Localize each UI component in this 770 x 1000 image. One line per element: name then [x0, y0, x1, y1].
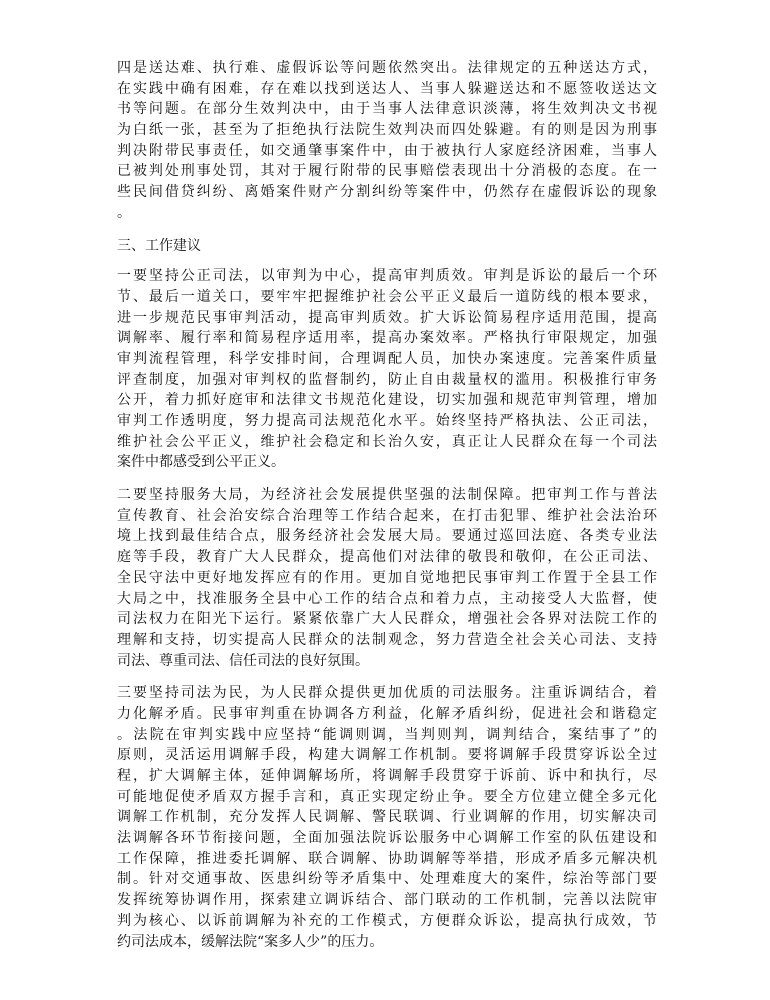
text-line: 发挥统筹协调作用，探索建立调诉结合、部门联动的工作机制，完善以法院审: [117, 892, 657, 909]
text-line: 宣传教育、社会治安综合治理等工作结合起来，在打击犯罪、维护社会法治环: [117, 507, 657, 524]
text-line: 已被判处刑事处罚，其对于履行附带的民事赔偿表现出十分消极的态度。在一: [117, 163, 657, 180]
text-line: 判决附带民事责任，如交通肇事案件中，由于被执行人家庭经济困难，当事人: [117, 142, 657, 159]
paragraph-1: [117, 266, 657, 473]
text-line: 原则，灵活运用调解手段，构建大调解工作机制。要将调解手段贯穿诉讼全过: [117, 747, 657, 764]
text-line: 书等问题。在部分生效判决中，由于当事人法律意识淡薄，将生效判决文书视: [117, 101, 657, 118]
text-line: 为白纸一张，甚至为了拒绝执行法院生效判决而四处躲避。有的则是因为刑事: [117, 122, 657, 139]
text-line: 进一步规范民事审判活动，提高审判质效。扩大诉讼简易程序适用范围，提高: [117, 309, 657, 326]
text-line: 四是送达难、执行难、虚假诉讼等问题依然突出。法律规定的五种送达方式，: [117, 60, 657, 76]
text-line: 司法权力在阳光下运行。紧紧依靠广大人民群众，增强社会各界对法院工作的: [117, 611, 657, 628]
text-line: 判为核心、以诉前调解为补充的工作模式，方便群众诉讼，提高执行成效，节: [117, 912, 657, 929]
text-line: 在实践中确有困难，存在难以找到送达人、当事人躲避送达和不愿签收送达文: [117, 80, 657, 97]
paragraph-3: [117, 683, 657, 952]
text-line: 工作保障，推进委托调解、联合调解、协助调解等举措，形成矛盾多元解决机: [117, 850, 657, 867]
text-line: 可能地促使矛盾双方握手言和，真正实现定纷止争。要全方位建立健全多元化: [117, 788, 657, 805]
text-line: 一要坚持公正司法，以审判为中心，提高审判质效。审判是诉讼的最后一个环: [117, 268, 657, 285]
text-line: 评查制度，加强对审判权的监督制约，防止自由裁量权的滥用。积极推行审务: [117, 371, 657, 388]
paragraph-2: [117, 485, 657, 671]
text-line: 制。针对交通事故、医患纠纷等矛盾集中、处理难度大的案件，综治等部门要: [117, 871, 657, 888]
text-line: 。: [117, 204, 131, 221]
text-line: 境上找到最佳结合点，服务经济社会发展大局。要通过巡回法庭、各类专业法: [117, 528, 657, 545]
text-line: 。法院在审判实践中应坚持“能调则调，当判则判，调判结合，案结事了”的: [117, 726, 657, 743]
text-line: 三要坚持司法为民，为人民群众提供更加优质的司法服务。注重诉调结合，着: [117, 685, 657, 702]
text-line: 调解工作机制，充分发挥人民调解、警民联调、行业调解的作用，切实解决司: [117, 809, 657, 826]
text-line: 案件中都感受到公平正义。: [117, 454, 285, 471]
text-line: 庭等手段，教育广大人民群众，提高他们对法律的敬畏和敬仰，在公正司法、: [117, 549, 657, 566]
text-line: 些民间借贷纠纷、离婚案件财产分割纠纷等案件中，仍然存在虚假诉讼的现象: [117, 184, 657, 201]
text-line: 大局之中，找准服务全县中心工作的结合点和着力点，主动接受人大监督，使: [117, 590, 657, 607]
text-line: 全民守法中更好地发挥应有的作用。更加自觉地把民事审判工作置于全县工作: [117, 569, 657, 586]
paragraph-intro: [117, 58, 657, 224]
text-line: 维护社会公平正义，维护社会稳定和长治久安，真正让人民群众在每一个司法: [117, 433, 657, 450]
text-line: 程，扩大调解主体，延伸调解场所，将调解手段贯穿于诉前、诉中和执行，尽: [117, 768, 657, 784]
text-line: 法调解各环节衔接问题，全面加强法院诉讼服务中心调解工作室的队伍建设和: [117, 830, 657, 847]
text-line: 力化解矛盾。民事审判重在协调各方利益，化解矛盾纠纷，促进社会和谐稳定: [117, 705, 657, 722]
text-line: 调解率、履行率和简易程序适用率，提高办案效率。严格执行审限规定，加强: [117, 330, 657, 347]
text-line: 司法、尊重司法、信任司法的良好氛围。: [117, 652, 369, 669]
text-line: 审判工作透明度，努力提高司法规范化水平。始终坚持严格执法、公正司法，: [117, 413, 657, 429]
text-line: 二要坚持服务大局，为经济社会发展提供坚强的法制保障。把审判工作与普法: [117, 487, 657, 504]
text-line: 约司法成本，缓解法院“案多人少”的压力。: [117, 933, 384, 950]
text-line: 理解和支持，切实提高人民群众的法制观念，努力营造全社会关心司法、支持: [117, 631, 657, 648]
document-page: [117, 58, 657, 952]
text-line: 公开，着力抓好庭审和法律文书规范化建设，切实加强和规范审判管理，增加: [117, 392, 657, 409]
section-heading: 三、工作建议: [117, 237, 201, 254]
text-line: 节、最后一道关口，要牢牢把握维护社会公平正义最后一道防线的根本要求，: [117, 288, 657, 305]
text-line: 审判流程管理，科学安排时间，合理调配人员，加快办案速度。完善案件质量: [117, 350, 657, 367]
